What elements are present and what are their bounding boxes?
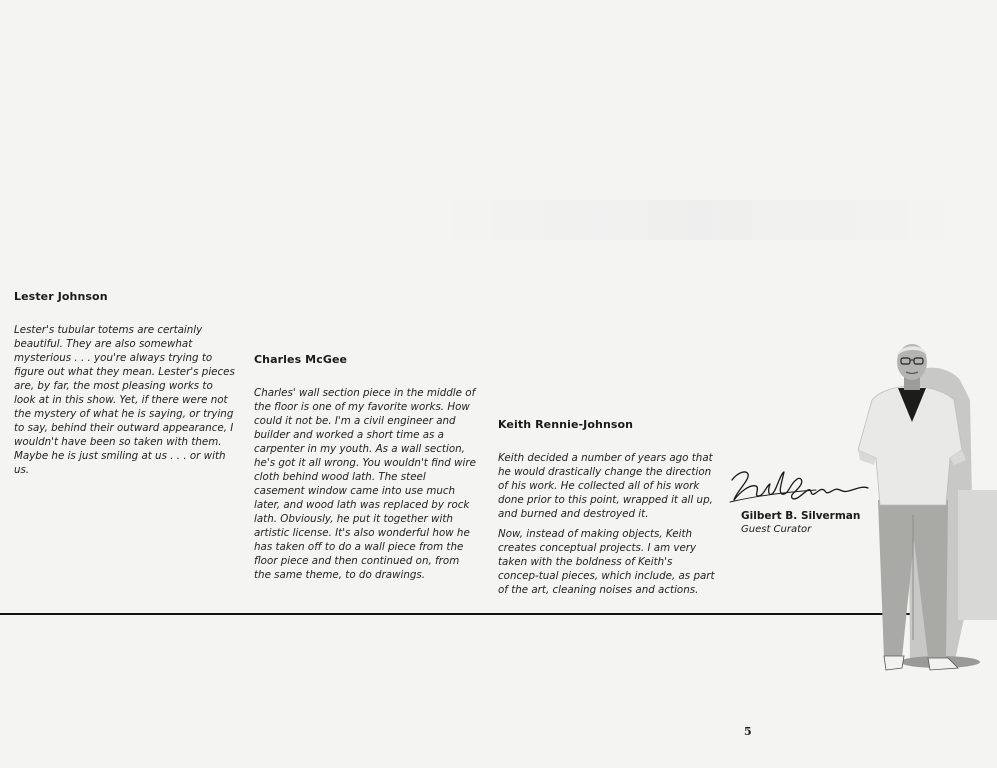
section-paragraph: Keith decided a number of years ago that he would drastically change the direction of his work. He collected all of his work done prior to this point, wrapped it all up, and burned and destroyed it. xyxy=(498,452,713,520)
section-keith-rennie-johnson xyxy=(498,418,716,597)
bleed-through-shadow xyxy=(420,200,980,240)
curator-photo xyxy=(850,340,997,680)
curator-title: Guest Curator xyxy=(741,524,812,535)
section-heading: Lester Johnson xyxy=(14,290,108,303)
curator-name: Gilbert B. Silverman xyxy=(741,510,861,522)
horizontal-rule xyxy=(0,613,997,615)
section-paragraph: Lester's tubular totems are certainly beautiful. They are also somewhat mysterious . . . you're always trying to figure out what they mean. Lester's pieces are, by far, the most pleasing works to look at in this show. Yet, if there were not the mystery of what he is saying, or trying to say, behind their outward appearance, I wouldn't have been so taken with them. Maybe he is just smiling at us . . . or with us. xyxy=(14,324,235,476)
section-paragraph: Charles' wall section piece in the middle of the floor is one of my favorite works. How could it not be. I'm a civil engineer and builder and worked a short time as a carpenter in my youth. As a wall section, he's got it all wrong. You wouldn't find wire cloth behind wood lath. The steel casement window came into use much later, and wood lath was replaced by rock lath. Obviously, he put it together with artistic license. It's also wonderful how he has taken off to do a wall piece from the floor piece and then continued on, from the same theme, to do drawings. xyxy=(254,387,476,581)
section-lester-johnson xyxy=(14,290,236,477)
section-heading: Charles McGee xyxy=(254,353,348,366)
section-paragraph: Now, instead of making objects, Keith creates conceptual projects. I am very taken with the boldness of Keith's concep-tual pieces, which include, as part of the art, cleaning noises and actions. xyxy=(498,528,715,596)
page-number: 5 xyxy=(744,725,752,738)
section-charles-mcgee xyxy=(254,353,478,582)
section-heading: Keith Rennie-Johnson xyxy=(498,418,634,431)
